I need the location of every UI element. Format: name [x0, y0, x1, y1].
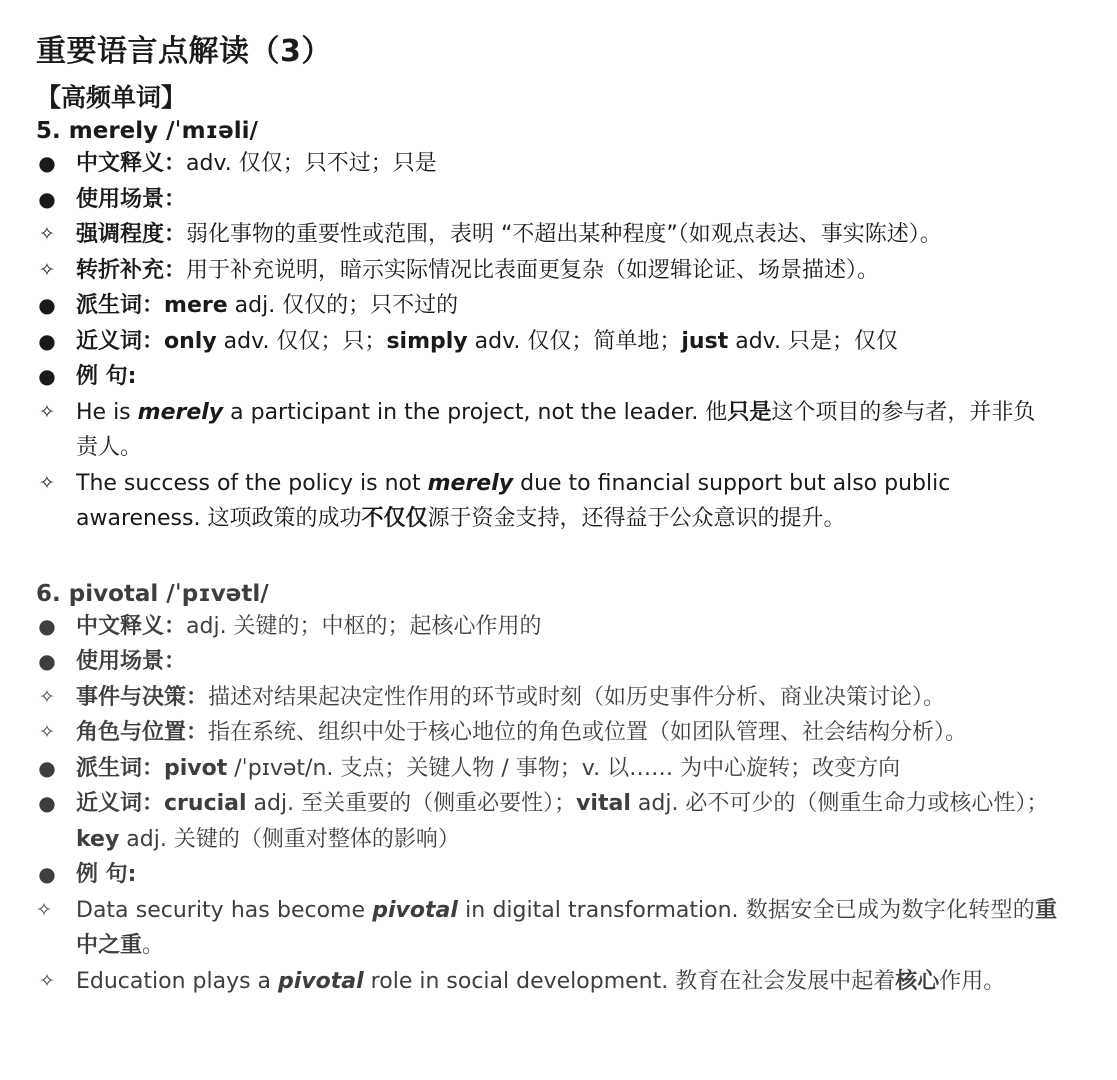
word-entry-pivotal: [36, 579, 1057, 1000]
meaning-line: [36, 609, 1057, 645]
usage-item-label: 强调程度：: [76, 222, 187, 247]
usage-label: 使用场景：: [76, 649, 187, 674]
word-entry-merely: [36, 116, 1057, 537]
example-pre: Data security has become: [76, 897, 373, 923]
usage-heading-line: [36, 644, 1057, 680]
example-post: 源于资金支持，还得益于公众意识的提升。: [427, 506, 846, 531]
synonym-word: crucial: [164, 791, 247, 816]
example-mid: a participant in the project, not the leader. 他: [223, 399, 728, 425]
synonym-word: simply: [386, 328, 468, 354]
usage-item: [36, 217, 1057, 253]
usage-item-text: 指在系统、组织中处于核心地位的角色或位置（如团队管理、社会结构分析）。: [208, 720, 968, 745]
synonym-word: vital: [576, 791, 631, 816]
usage-item-text: 弱化事物的重要性或范围，表明 “不超出某种程度”（如观点表达、事实陈述）。: [186, 222, 942, 247]
example-sentence: [36, 395, 1057, 466]
usage-heading-line: [36, 182, 1057, 218]
meaning-label: 中文释义：: [76, 151, 187, 176]
example-post: 。: [142, 933, 165, 958]
derivative-label: 派生词：: [76, 293, 165, 318]
synonym-text: adv. 只是；仅仅: [728, 328, 898, 354]
word-heading: 5. merely /ˈmɪəli/: [36, 118, 258, 144]
synonym-text: adj. 至关重要的（侧重必要性）；: [246, 791, 577, 816]
example-mid: due to financial support but also public awareness. 这项政策的成功: [76, 470, 951, 531]
synonym-word: just: [681, 328, 729, 354]
usage-item: [36, 680, 1057, 716]
usage-item-text: 用于补充说明，暗示实际情况比表面更复杂（如逻辑论证、场景描述）。: [186, 257, 880, 283]
bullet-star-icon: ✧: [39, 685, 55, 708]
page-subtitle: 【高频单词】: [36, 83, 187, 112]
bullet-dot-icon: ●: [38, 293, 56, 317]
derivative-word: mere: [164, 293, 228, 318]
synonym-line: [36, 324, 1057, 360]
bullet-dot-icon: ●: [38, 186, 56, 211]
example-keyword: pivotal: [372, 897, 458, 923]
bullet-dot-icon: ●: [38, 151, 56, 175]
usage-item-text: 描述对结果起决定性作用的环节或时刻（如历史事件分析、商业决策讨论）。: [208, 684, 946, 710]
example-label: 例 句:: [76, 862, 137, 887]
section-spacer: [36, 537, 1057, 579]
synonym-text: adv. 仅仅；简单地；: [467, 328, 682, 354]
bullet-dot-icon: ●: [38, 613, 56, 638]
example-heading-line: [36, 359, 1057, 395]
example-pre: The success of the policy is not: [76, 470, 428, 496]
meaning-line: [36, 146, 1057, 182]
derivative-line: [36, 288, 1057, 324]
bullet-star-icon: ✧: [39, 969, 55, 992]
page-title: 重要语言点解读（3）: [36, 34, 332, 69]
synonym-word: only: [164, 328, 217, 354]
derivative-word: pivot: [164, 755, 228, 781]
usage-item-label: 转折补充：: [76, 257, 187, 283]
synonym-word: key: [76, 826, 120, 852]
example-bold-translation: 不仅仅: [361, 506, 428, 531]
example-post: 作用。: [939, 968, 1006, 994]
meaning-text: adv. 仅仅；只不过；只是: [186, 151, 437, 176]
synonym-text: adj. 必不可少的（侧重生命力或核心性）；: [630, 791, 1049, 816]
meaning-label: 中文释义：: [76, 613, 187, 639]
synonym-line: [36, 786, 1057, 857]
usage-item: [36, 253, 1057, 289]
bullet-dot-icon: ●: [38, 755, 56, 780]
usage-item: [36, 715, 1057, 751]
bullet-dot-icon: ●: [38, 328, 56, 353]
bullet-star-icon: ✧: [39, 721, 55, 743]
example-sentence: [36, 893, 1057, 964]
synonym-label: 近义词：: [76, 328, 165, 354]
bullet-star-icon: ✧: [39, 400, 55, 423]
derivative-text: adj. 仅仅的；只不过的: [227, 293, 459, 318]
bullet-star-icon: ✧: [39, 471, 55, 494]
bullet-star-icon: ✧: [39, 223, 55, 245]
example-mid: role in social development. 教育在社会发展中起着: [363, 968, 896, 994]
example-sentence: [36, 466, 1057, 537]
synonym-text: adj. 关键的（侧重对整体的影响）: [119, 826, 460, 852]
example-keyword: merely: [137, 399, 224, 425]
bullet-star-icon: ✧: [36, 898, 52, 921]
usage-item-label: 角色与位置：: [76, 720, 209, 745]
bullet-dot-icon: ●: [38, 791, 56, 815]
bullet-dot-icon: ●: [38, 649, 56, 673]
usage-item-label: 事件与决策：: [76, 684, 209, 710]
bullet-dot-icon: ●: [38, 364, 56, 388]
bullet-dot-icon: ●: [38, 862, 56, 886]
bullet-star-icon: ✧: [39, 258, 55, 281]
example-pre: He is: [76, 399, 138, 425]
meaning-text: adj. 关键的；中枢的；起核心作用的: [186, 613, 542, 639]
example-mid: in digital transformation. 数据安全已成为数字化转型的: [457, 897, 1035, 923]
example-pre: Education plays a: [76, 968, 279, 994]
example-heading-line: [36, 857, 1057, 893]
example-label: 例 句:: [76, 364, 137, 389]
word-heading: 6. pivotal /ˈpɪvətl/: [36, 580, 269, 607]
example-sentence: [36, 964, 1057, 1000]
usage-label: 使用场景：: [76, 186, 187, 212]
derivative-line: [36, 751, 1057, 787]
derivative-label: 派生词：: [76, 755, 165, 781]
example-keyword: pivotal: [278, 968, 364, 994]
example-bold-translation: 只是: [727, 399, 772, 425]
example-bold-translation: 核心: [895, 968, 940, 994]
example-bold-translation: 重中之重: [76, 897, 1058, 958]
example-keyword: merely: [427, 470, 514, 496]
synonym-text: adv. 仅仅；只；: [216, 328, 387, 354]
synonym-label: 近义词：: [76, 791, 165, 816]
example-post: 这个项目的参与者，并非负责人。: [76, 399, 1036, 460]
derivative-text: /ˈpɪvət/n. 支点；关键人物 / 事物；v. 以…… 为中心旋转；改变方向: [227, 755, 901, 781]
